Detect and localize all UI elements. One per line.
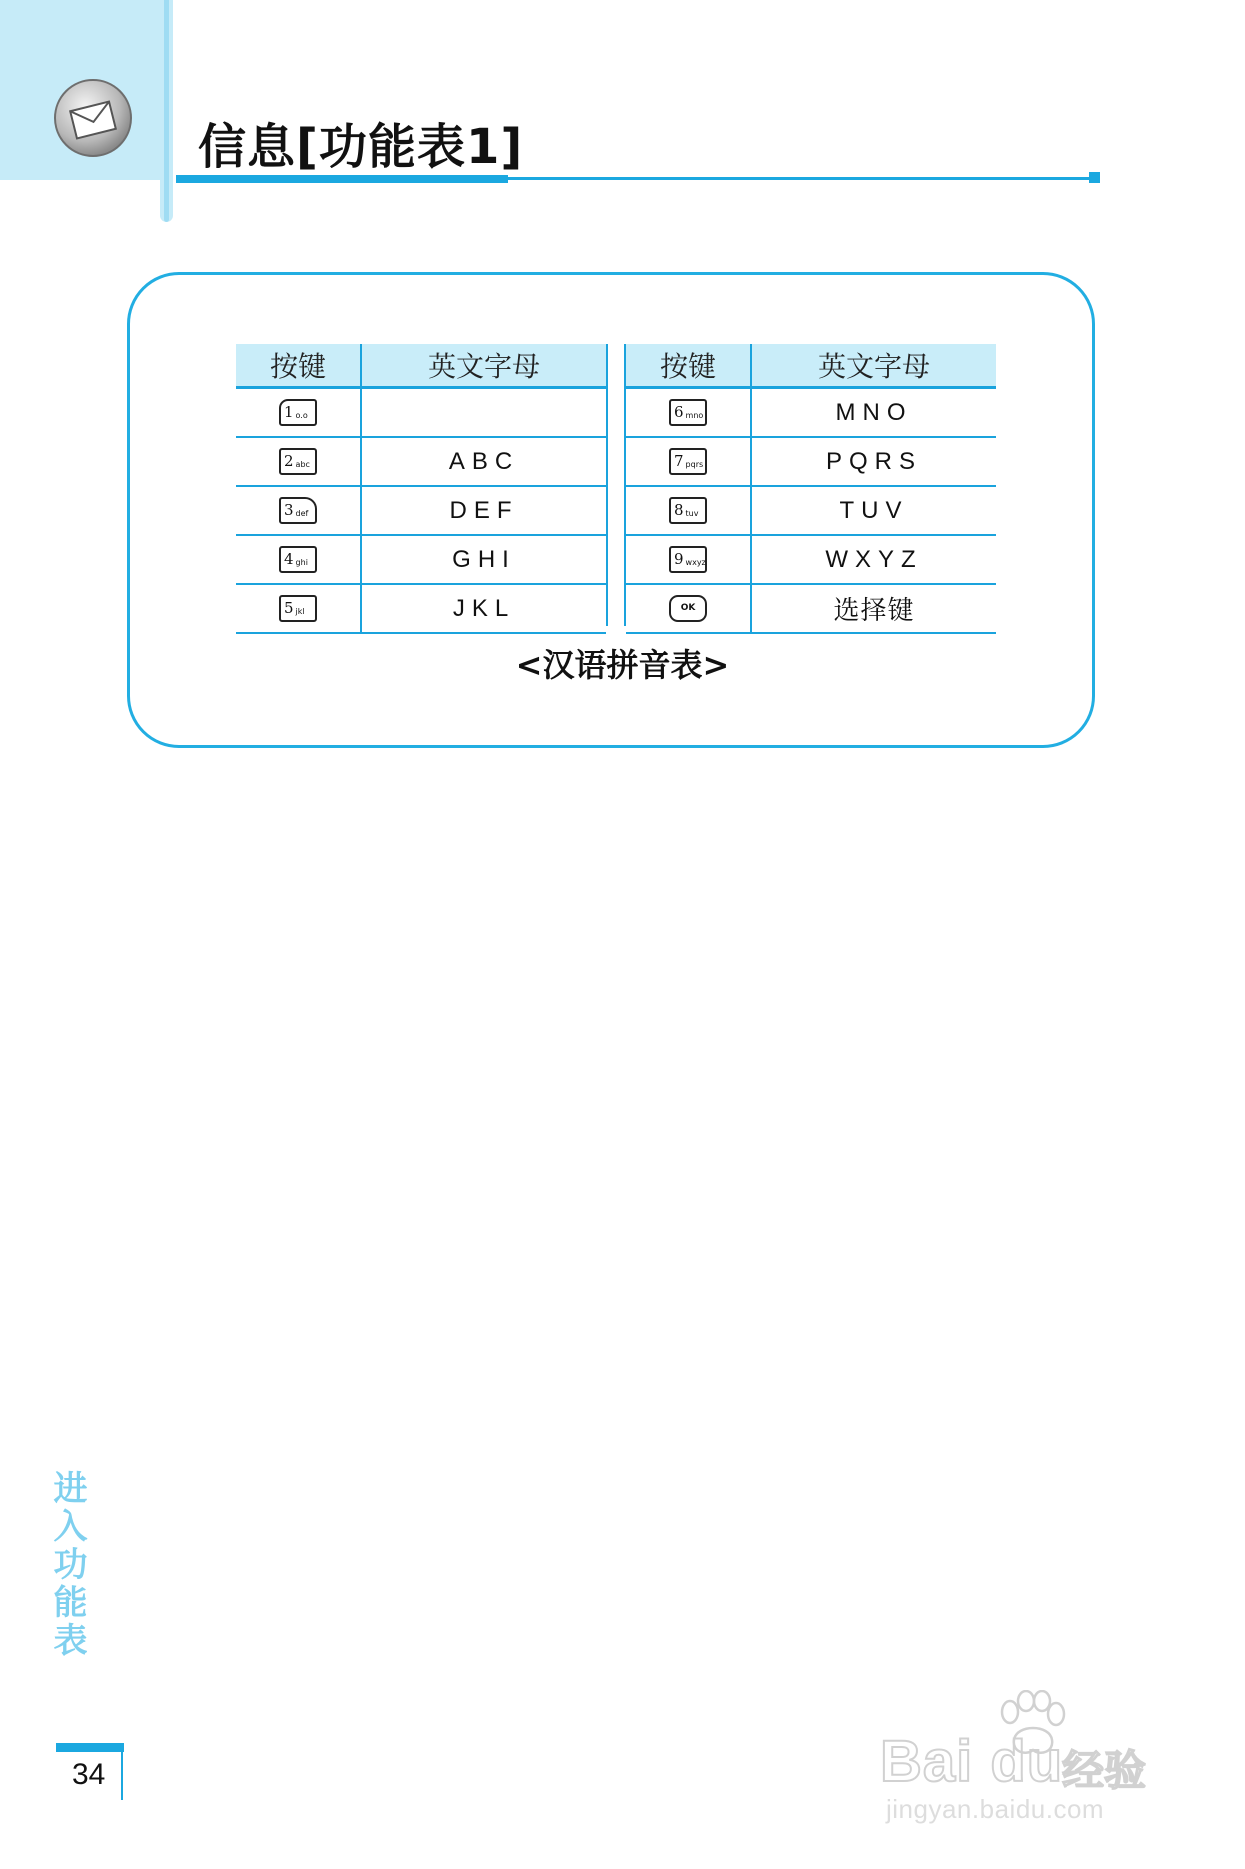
table-row: [236, 585, 606, 634]
key-cell: [236, 389, 362, 436]
key-letters: wxyz: [685, 557, 706, 567]
letters-cell: [362, 585, 606, 632]
ok-key-label: OK: [680, 603, 696, 613]
watermark-url: jingyan.baidu.com: [886, 1794, 1105, 1824]
key-number: 9: [674, 550, 684, 568]
column-header-key: 按键: [626, 344, 752, 386]
key-cell: [236, 585, 362, 632]
key-number: 5: [284, 599, 294, 617]
key-number: 4: [284, 550, 294, 568]
table-row: [626, 536, 996, 585]
key-number: 1: [284, 403, 294, 421]
key-3-icon: [279, 497, 317, 524]
letters-value: DEF: [449, 496, 519, 524]
watermark-brand-cn: 经验: [1062, 1746, 1147, 1795]
key-letters: tuv: [685, 508, 699, 518]
letters-value: 选择键: [833, 596, 915, 626]
key-number: 7: [674, 452, 684, 470]
key-1-icon: [279, 399, 317, 426]
key-5-icon: [279, 595, 317, 622]
header-corner-bar: [160, 0, 173, 222]
key-letters: def: [295, 508, 309, 518]
key-number: 2: [284, 452, 294, 470]
letters-cell: [362, 389, 606, 436]
letters-cell: [752, 438, 996, 485]
table-caption: <汉语拼音表>: [515, 646, 730, 684]
key-number: 3: [284, 501, 294, 519]
table-row: [626, 487, 996, 536]
table-divider: [606, 344, 626, 626]
letters-value: ABC: [448, 447, 520, 475]
letters-cell: [362, 438, 606, 485]
key-letters: o.o: [295, 410, 308, 420]
column-header-letters: 英文字母: [817, 350, 930, 383]
table-row: [236, 438, 606, 487]
column-header-letters: 英文字母: [427, 350, 540, 383]
letters-value: WXYZ: [825, 545, 923, 573]
table-row: [626, 585, 996, 634]
letters-cell: [362, 487, 606, 534]
key-6-icon: [669, 399, 707, 426]
key-letters: pqrs: [685, 459, 704, 469]
key-cell: [626, 389, 752, 436]
page-number-divider: [121, 1752, 123, 1800]
table-left-half: [236, 344, 606, 634]
table-row: [236, 536, 606, 585]
key-letters: mno: [685, 410, 704, 420]
table-row: [236, 487, 606, 536]
table-row: [626, 438, 996, 487]
letters-cell: [752, 536, 996, 583]
ok-key-icon: [669, 595, 707, 622]
key-8-icon: [669, 497, 707, 524]
page-number-rule: [56, 1743, 124, 1752]
table-row: [626, 389, 996, 438]
key-cell: [626, 585, 752, 632]
letters-cell: [752, 585, 996, 632]
letters-value: JKL: [452, 594, 516, 622]
letters-cell: [362, 536, 606, 583]
section-side-label: 进入功能表: [47, 1470, 87, 1660]
key-letters: ghi: [295, 557, 308, 567]
key-letter-table: [236, 344, 998, 634]
key-2-icon: [279, 448, 317, 475]
letters-value: GHI: [452, 545, 516, 573]
envelope-icon: [53, 78, 133, 158]
letters-value: PQRS: [825, 447, 922, 475]
title-underline-end-square: [1089, 172, 1100, 183]
table-header-row: [626, 344, 996, 389]
table-right-half: [626, 344, 996, 634]
key-cell: [236, 487, 362, 534]
key-7-icon: [669, 448, 707, 475]
key-cell: [626, 438, 752, 485]
letters-value: TUV: [839, 496, 909, 524]
table-row: [236, 389, 606, 438]
baidu-watermark: [880, 1690, 1170, 1824]
key-number: 6: [674, 403, 684, 421]
key-9-icon: [669, 546, 707, 573]
letters-cell: [752, 389, 996, 436]
letters-value: MNO: [835, 398, 913, 426]
key-number: 8: [674, 501, 684, 519]
key-cell: [626, 536, 752, 583]
letters-cell: [752, 487, 996, 534]
title-underline-accent: [176, 175, 508, 183]
key-letters: abc: [295, 459, 310, 469]
page-title: 信息[功能表1]: [198, 119, 524, 175]
watermark-brand: Bai du: [880, 1729, 1064, 1794]
page-number: 34: [72, 1758, 106, 1791]
key-cell: [626, 487, 752, 534]
key-letters: jkl: [295, 606, 305, 616]
table-header-row: [236, 344, 606, 389]
key-4-icon: [279, 546, 317, 573]
key-cell: [236, 536, 362, 583]
key-cell: [236, 438, 362, 485]
column-header-key: 按键: [236, 344, 362, 386]
